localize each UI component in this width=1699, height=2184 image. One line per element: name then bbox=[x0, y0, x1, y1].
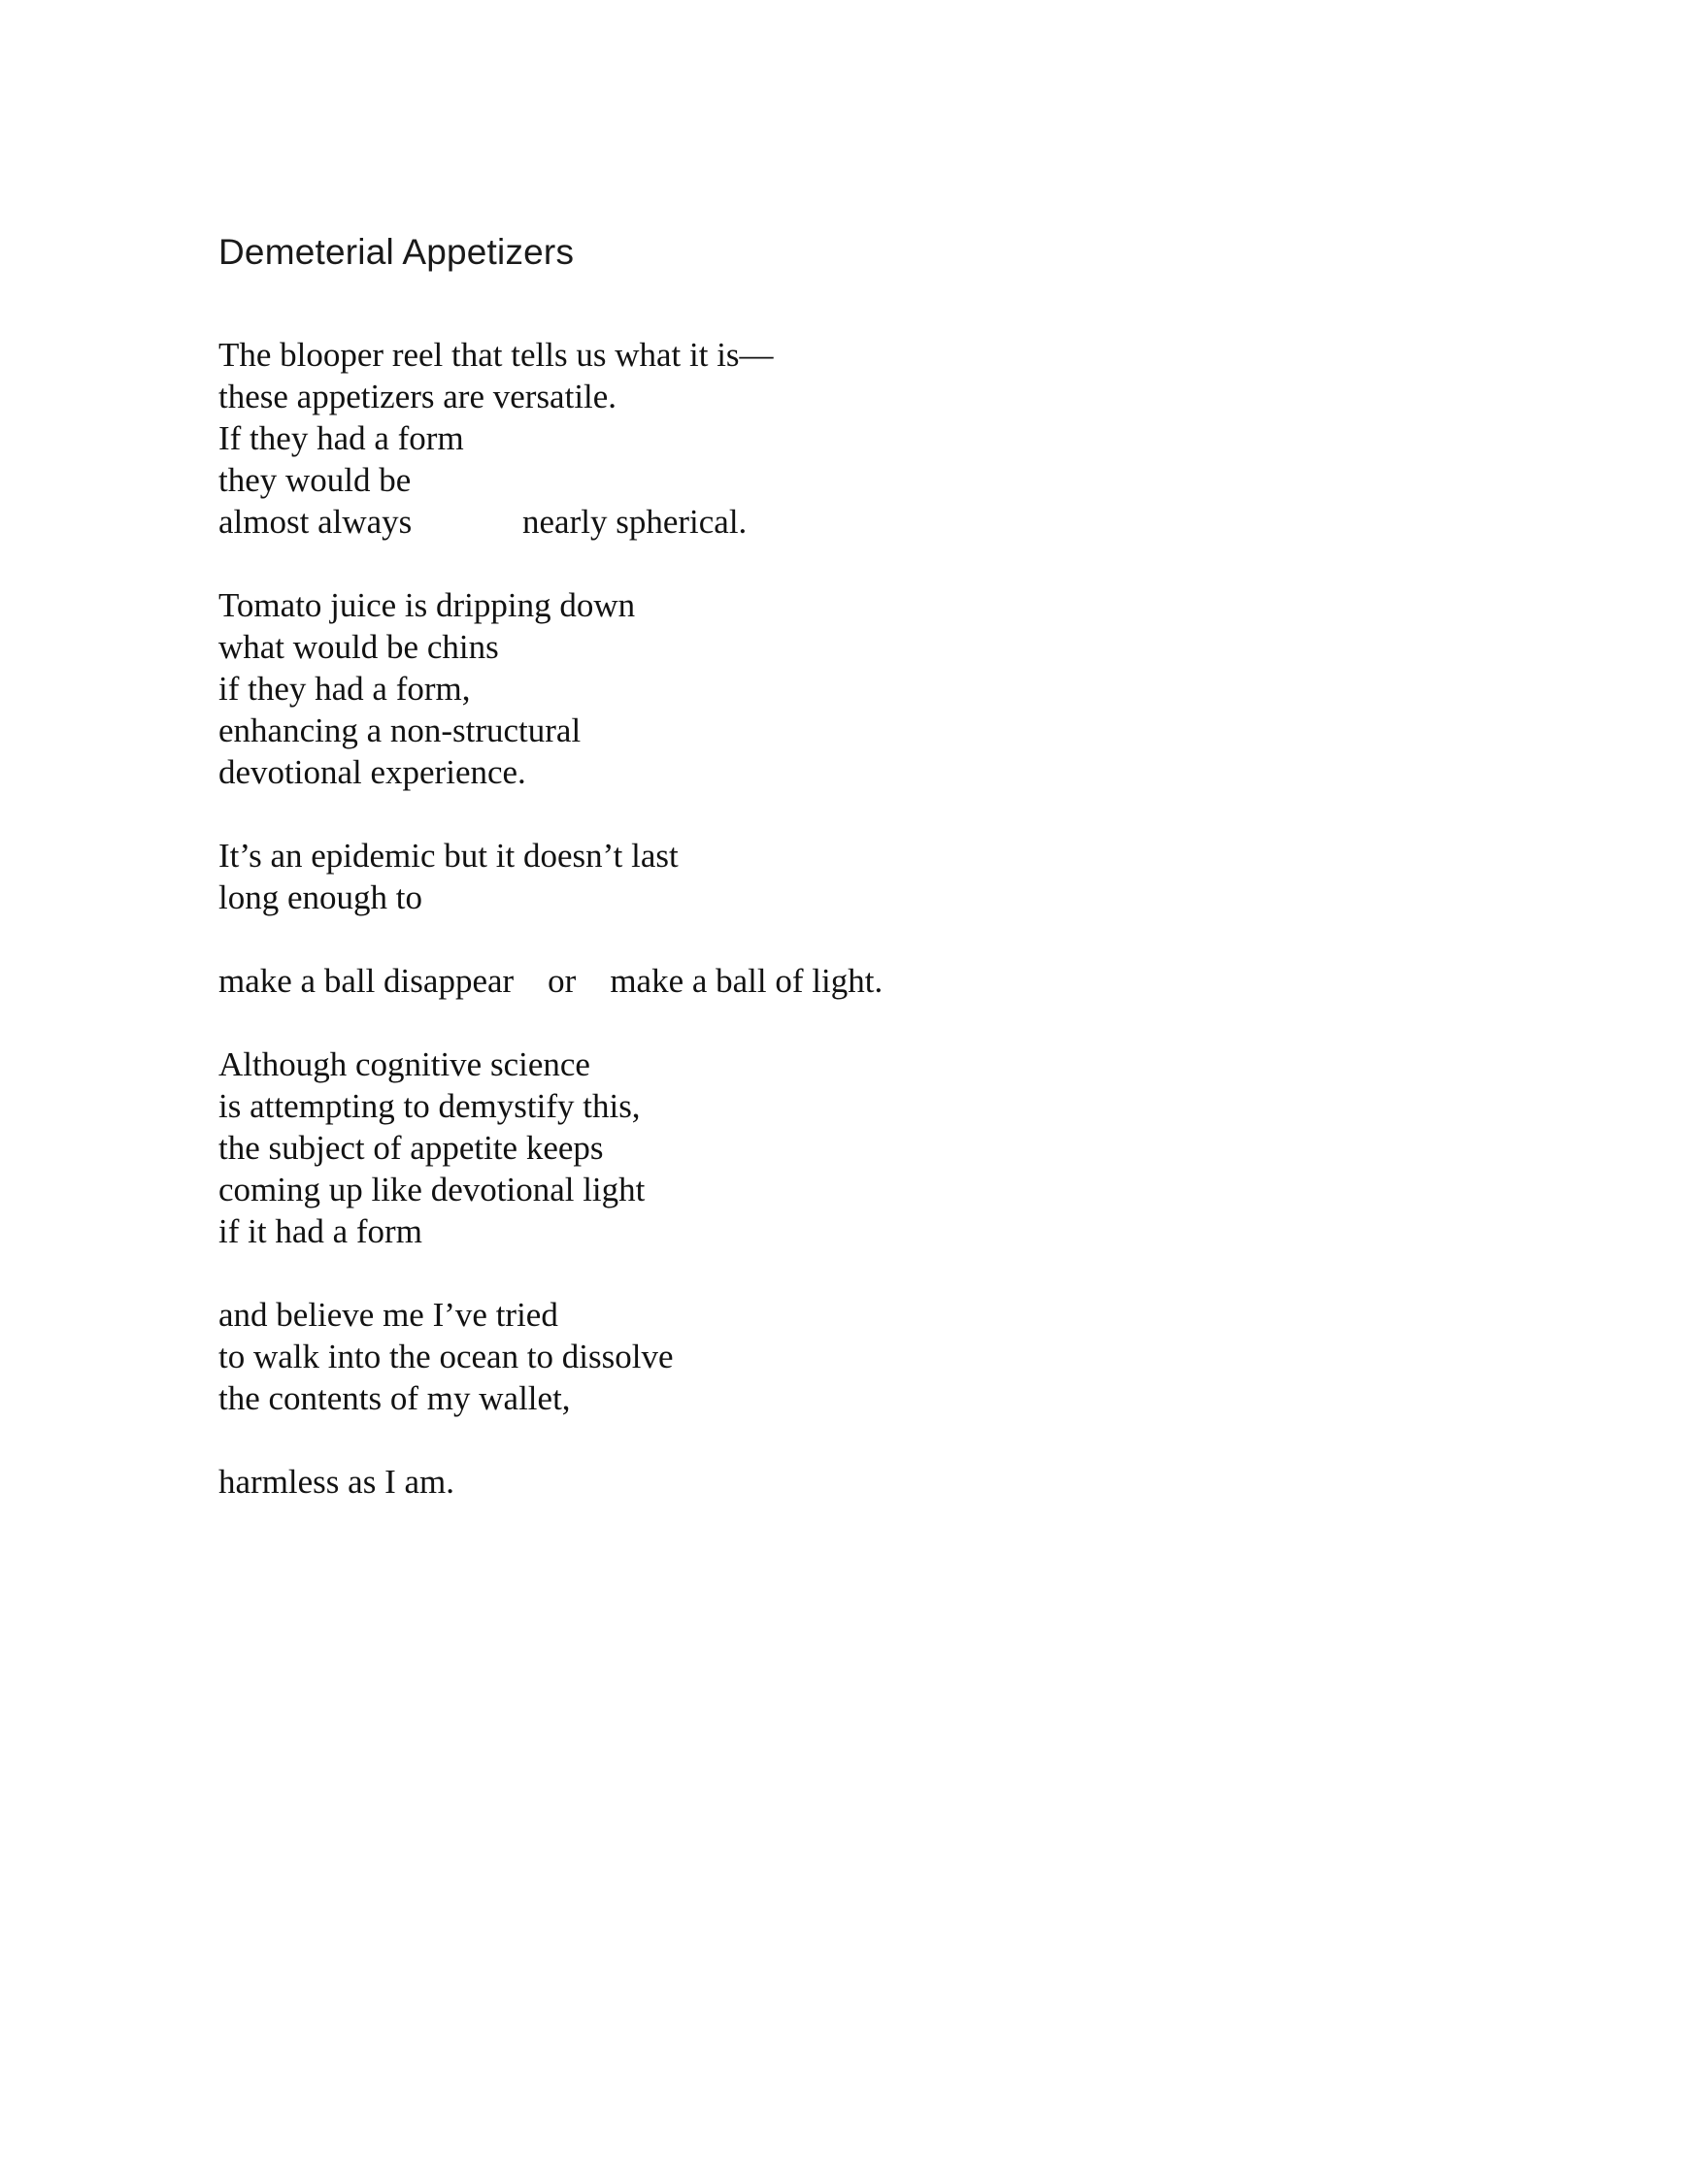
poem-line: what would be chins bbox=[218, 628, 499, 666]
poem-line: if they had a form, bbox=[218, 670, 471, 708]
poem-line: if it had a form bbox=[218, 1212, 422, 1250]
poem-line: The blooper reel that tells us what it is— bbox=[218, 336, 774, 374]
poem-stanza bbox=[218, 835, 1481, 1002]
poem-stanza bbox=[218, 1461, 1481, 1503]
page-title: Demeterial Appetizers bbox=[218, 232, 575, 272]
poem-line: coming up like devotional light bbox=[218, 1171, 646, 1208]
poem-line-blank bbox=[218, 918, 1481, 960]
poem-line: almost always nearly spherical. bbox=[218, 503, 748, 541]
poem-stanza bbox=[218, 584, 1481, 793]
poem-line: It’s an epidemic but it doesn’t last bbox=[218, 837, 679, 875]
poem-body bbox=[218, 334, 1481, 1503]
poem-line: enhancing a non-structural bbox=[218, 711, 582, 749]
poem-line: these appetizers are versatile. bbox=[218, 378, 617, 415]
poem-line: Although cognitive science bbox=[218, 1045, 590, 1083]
poem-stanza bbox=[218, 1043, 1481, 1252]
poem-line: If they had a form bbox=[218, 419, 464, 457]
poem-line: long enough to bbox=[218, 878, 422, 916]
poem-line: and believe me I’ve tried bbox=[218, 1296, 558, 1334]
poem-line: harmless as I am. bbox=[218, 1463, 454, 1501]
poem-container bbox=[218, 231, 1481, 1503]
poem-line: Tomato juice is dripping down bbox=[218, 586, 636, 624]
poem-stanza bbox=[218, 1294, 1481, 1419]
poem-line: the subject of appetite keeps bbox=[218, 1129, 604, 1167]
poem-line: they would be bbox=[218, 461, 412, 499]
poem-stanza bbox=[218, 334, 1481, 543]
poem-line: to walk into the ocean to dissolve bbox=[218, 1338, 674, 1375]
poem-line: make a ball disappear or make a ball of light. bbox=[218, 962, 883, 1000]
poem-line: devotional experience. bbox=[218, 753, 526, 791]
poem-line: is attempting to demystify this, bbox=[218, 1087, 641, 1125]
poem-line: the contents of my wallet, bbox=[218, 1379, 571, 1417]
